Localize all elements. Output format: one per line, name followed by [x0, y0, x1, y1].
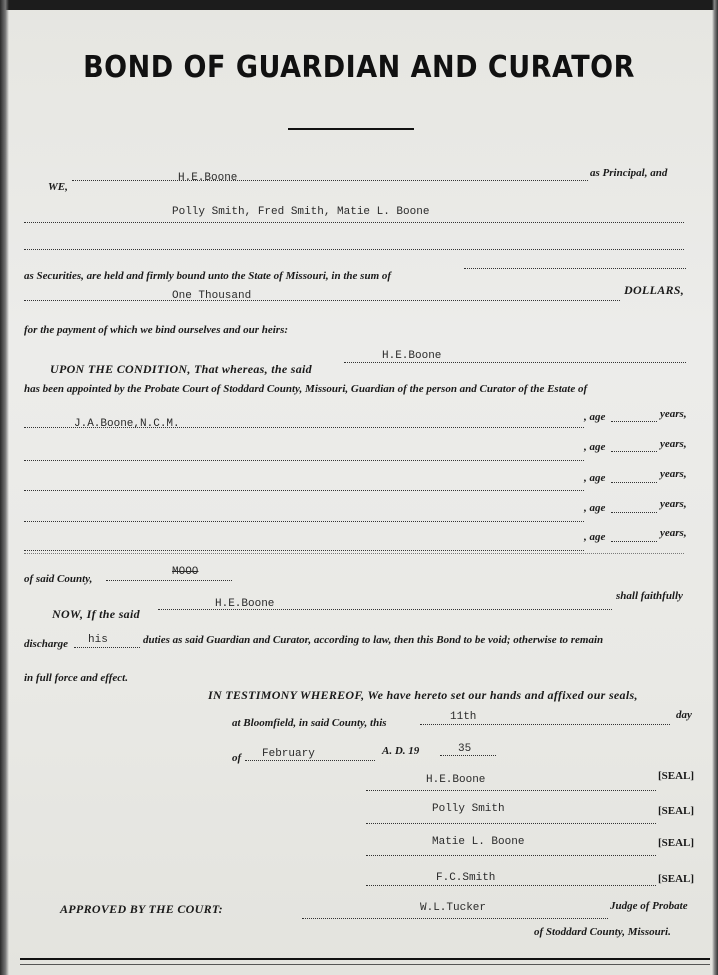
seal-4: [SEAL] [658, 873, 695, 885]
age-line-2 [611, 451, 657, 452]
scan-edge-left [0, 0, 9, 975]
seal-3: [SEAL] [658, 837, 695, 849]
label-years-1: years, [660, 408, 687, 420]
label-of-stoddard: of Stoddard County, Missouri. [534, 926, 671, 938]
label-discharge: discharge [24, 638, 68, 650]
sum-line [24, 300, 620, 301]
day-line [420, 724, 670, 725]
ward-line-4 [24, 521, 584, 522]
blank-line-1 [24, 249, 684, 250]
age-line-3 [611, 482, 657, 483]
label-dollars: DOLLARS, [624, 283, 685, 297]
seal-1: [SEAL] [658, 770, 695, 782]
year-value: 35 [458, 743, 472, 755]
bottom-rule-1 [20, 958, 710, 960]
label-duties: duties as said Guardian and Curator, according to law, then this Bond to be void; otherwise to remain [143, 634, 604, 646]
scan-edge-right [712, 0, 718, 975]
securities-line [24, 222, 684, 223]
label-at-bloomfield: at Bloomfield, in said County, this [232, 717, 387, 729]
signature-3: Matie L. Boone [432, 836, 525, 848]
signature-line-3 [366, 855, 656, 856]
pronoun: his [88, 634, 108, 646]
age-line-4 [611, 512, 657, 513]
county-line [106, 580, 232, 581]
label-years-2: years, [660, 438, 687, 450]
condition-name: H.E.Boone [382, 350, 442, 362]
signature-line-4 [366, 885, 656, 886]
label-as-principal: as Principal, and [590, 167, 668, 179]
age-line-1 [611, 421, 657, 422]
sum-lead-line [464, 268, 686, 269]
label-age-3: , age [584, 472, 606, 484]
label-judge: Judge of Probate [610, 900, 688, 912]
age-line-5 [611, 541, 657, 542]
label-years-3: years, [660, 468, 687, 480]
signature-line-2 [366, 823, 656, 824]
label-age-5: , age [584, 531, 606, 543]
label-now-if: NOW, If the said [52, 607, 140, 621]
seal-2: [SEAL] [658, 805, 695, 817]
label-of-said-county: of said County, [24, 573, 93, 585]
securities-names: Polly Smith, Fred Smith, Matie L. Boone [172, 206, 430, 218]
label-age-4: , age [584, 502, 606, 514]
year-line [440, 755, 496, 756]
principal-line [72, 180, 588, 181]
title-underline [288, 128, 414, 130]
principal-name: H.E.Boone [178, 172, 238, 184]
label-appointed: has been appointed by the Probate Court of Stoddard County, Missouri, Guardian of the person and Curator of the Estate of [24, 383, 588, 395]
label-day: day [676, 709, 692, 721]
day-value: 11th [450, 711, 477, 723]
label-shall-faithfully: shall faithfully [616, 590, 683, 602]
signature-1: H.E.Boone [426, 774, 486, 786]
label-of: of [232, 752, 242, 764]
label-years-5: years, [660, 527, 687, 539]
judge-line [302, 918, 608, 919]
label-full-force: in full force and effect. [24, 672, 128, 684]
label-payment: for the payment of which we bind ourselves and our heirs: [24, 324, 289, 336]
label-we: WE, [48, 181, 68, 193]
document-title: BOND OF GUARDIAN AND CURATOR [83, 50, 635, 85]
label-condition: UPON THE CONDITION, That whereas, the said [50, 362, 312, 376]
ward-line-3 [24, 490, 584, 491]
signature-line-1 [366, 790, 656, 791]
scan-edge-top [0, 0, 718, 10]
judge-name: W.L.Tucker [420, 902, 487, 914]
signature-2: Polly Smith [432, 803, 505, 815]
now-said-name: H.E.Boone [215, 598, 275, 610]
label-ad: A. D. 19 [382, 745, 420, 757]
label-approved: APPROVED BY THE COURT: [60, 902, 223, 916]
ward-line-6 [24, 553, 684, 554]
signature-4: F.C.Smith [436, 872, 496, 884]
label-years-4: years, [660, 498, 687, 510]
sum-amount: One Thousand [172, 290, 252, 302]
label-age-2: , age [584, 441, 606, 453]
label-testimony: IN TESTIMONY WHEREOF, We have hereto set our hands and affixed our seals, [208, 688, 638, 702]
label-age-1: , age [584, 411, 606, 423]
pronoun-line [74, 647, 140, 648]
ward-line-2 [24, 460, 584, 461]
county-struck-text: MOOO [172, 566, 199, 578]
ward-line-5 [24, 550, 584, 551]
condition-line [344, 362, 686, 363]
month-line [245, 760, 375, 761]
label-as-securities: as Securities, are held and firmly bound unto the State of Missouri, in the sum of [24, 270, 392, 282]
month-value: February [262, 748, 315, 760]
ward-name: J.A.Boone,N.C.M. [74, 418, 180, 430]
bottom-rule-2 [20, 964, 710, 965]
